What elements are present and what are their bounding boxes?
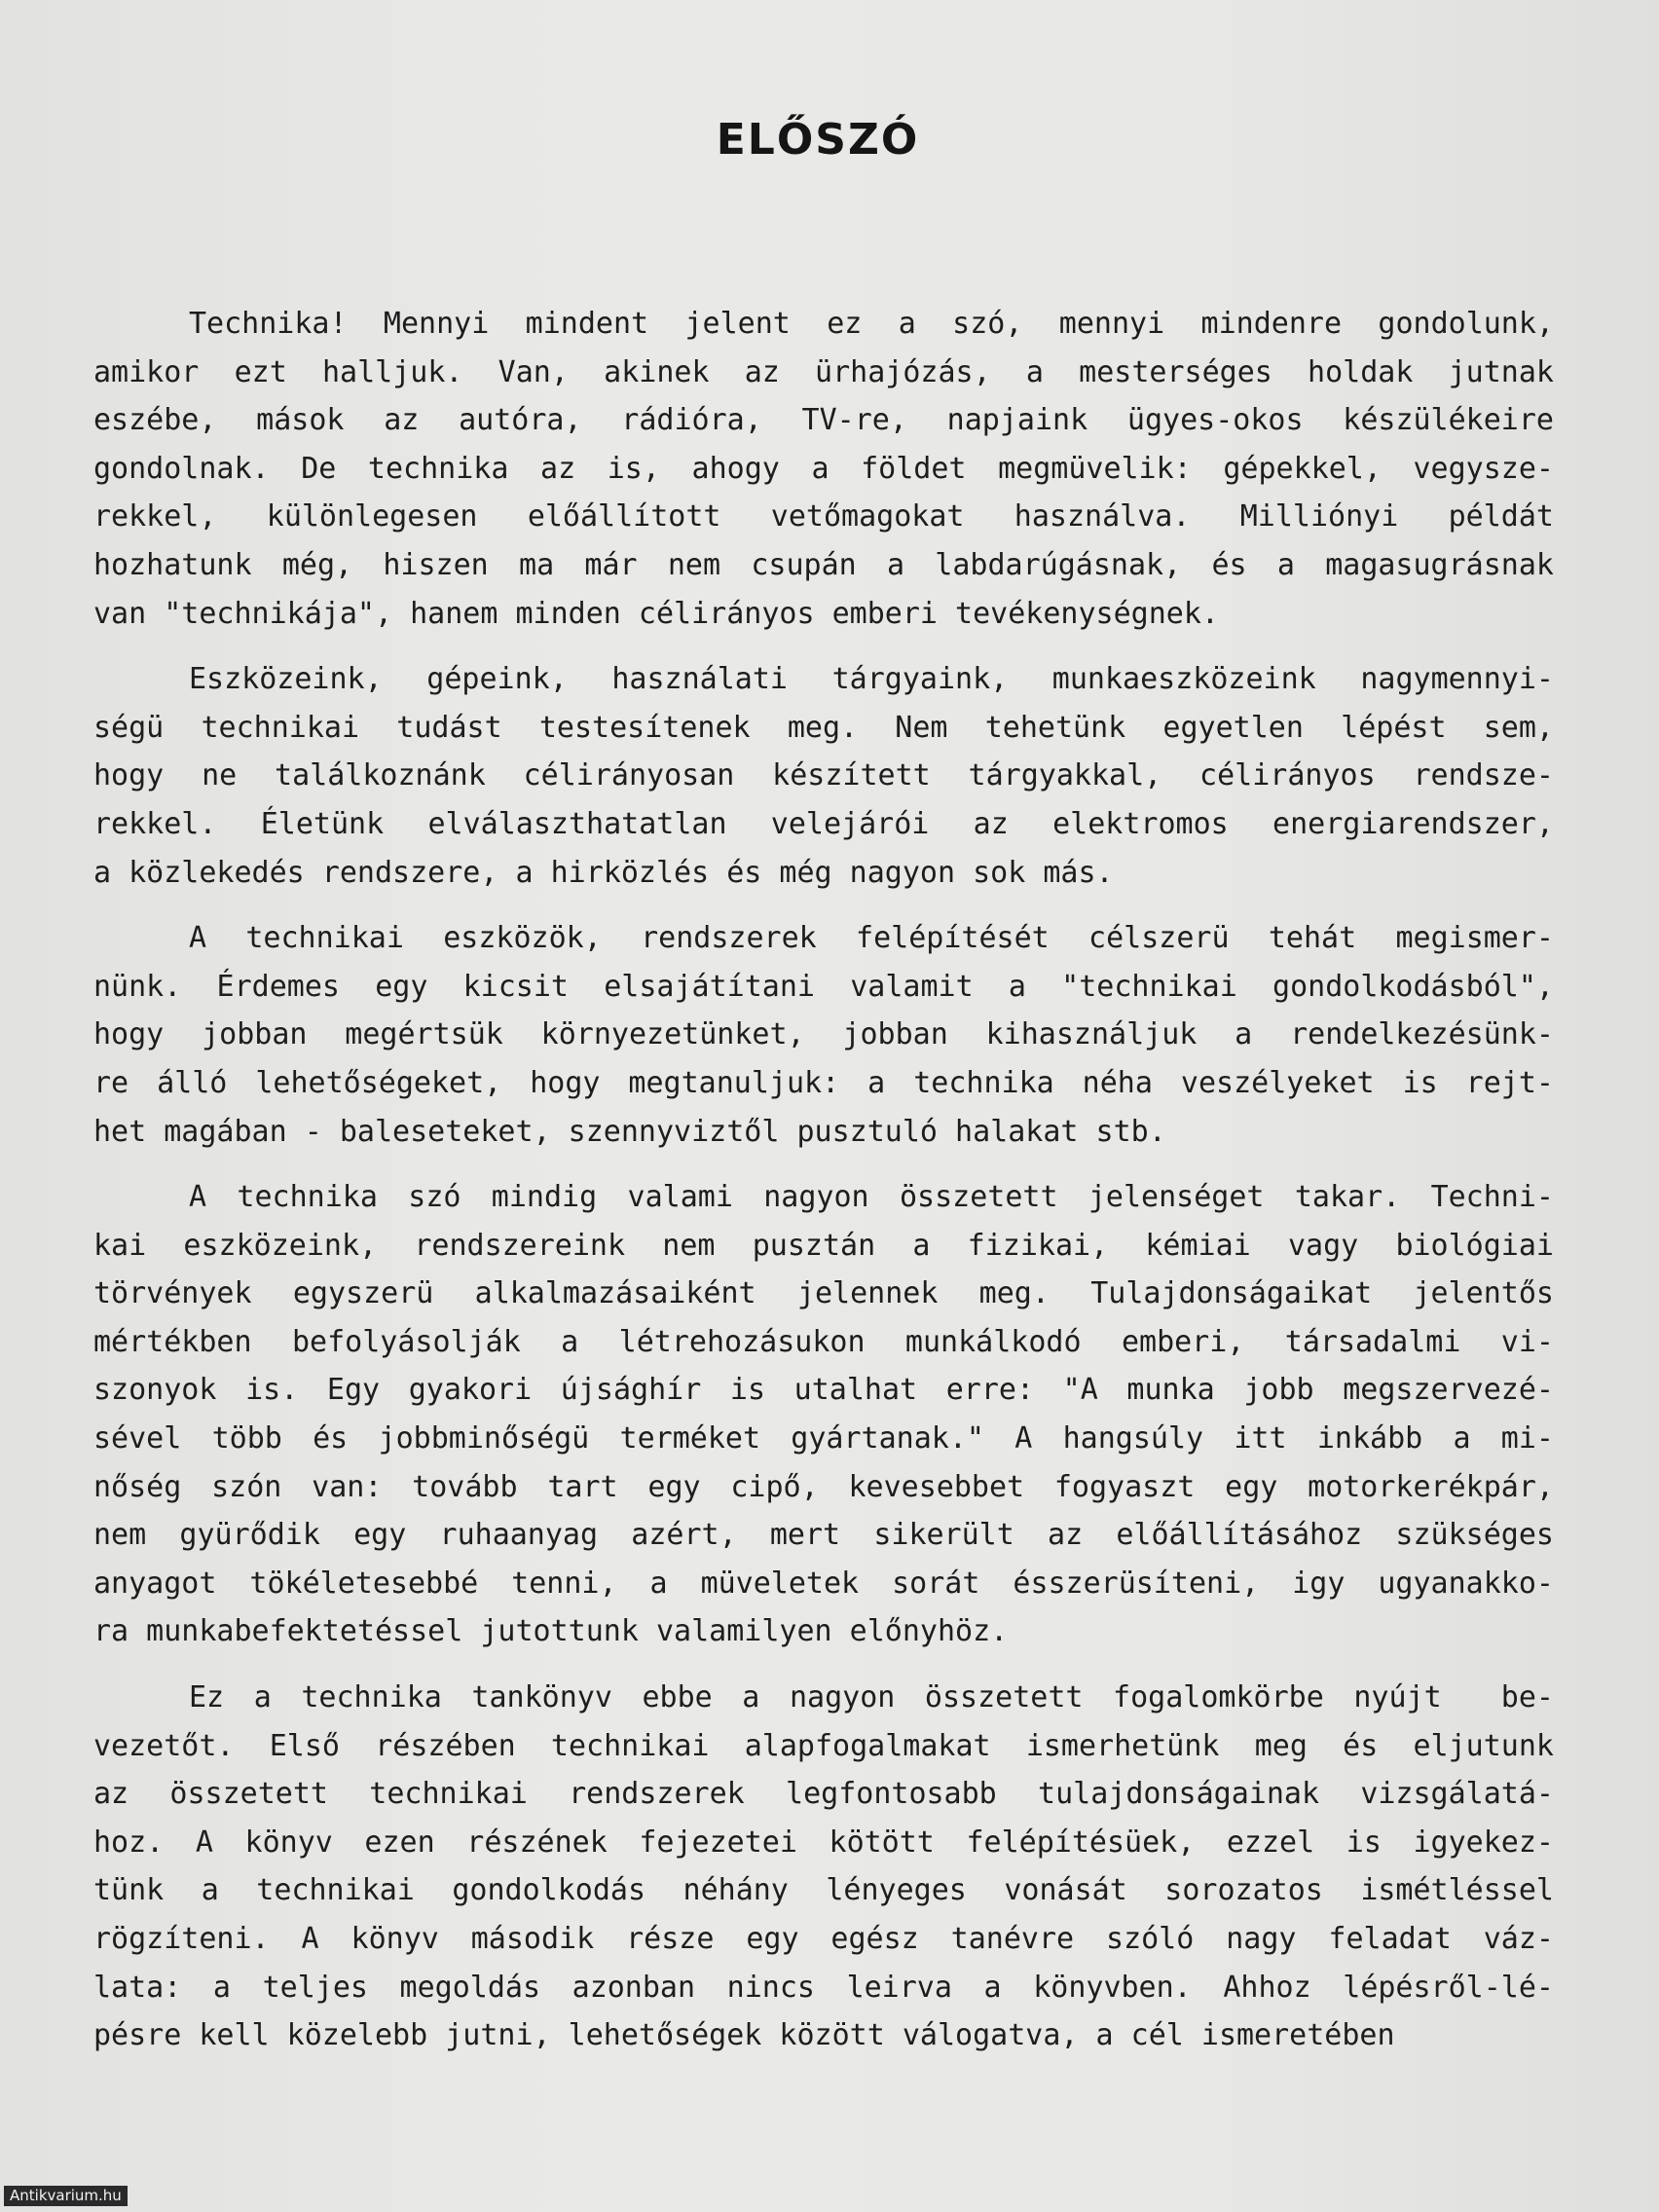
paragraph bbox=[93, 1173, 1554, 1656]
text-line: nem gyürődik egy ruhaanyag azért, mert sikerült az előállításához szükséges bbox=[93, 1518, 1554, 1553]
text-line: amikor ezt halljuk. Van, akinek az ürhajózás, a mesterséges holdak jutnak bbox=[93, 354, 1554, 389]
text-line: pésre kell közelebb jutni, lehetőségek között válogatva, a cél ismeretében bbox=[93, 2018, 1395, 2053]
text-line: rögzíteni. A könyv második része egy egész tanévre szóló nagy feladat váz- bbox=[93, 1922, 1554, 1956]
text-line: A technikai eszközök, rendszerek felépítését célszerü tehát megismer- bbox=[189, 921, 1554, 956]
text-line: anyagot tökéletesebbé tenni, a müveletek sorát ésszerüsíteni, igy ugyanakko- bbox=[93, 1566, 1554, 1601]
text-line: mértékben befolyásolják a létrehozásukon munkálkodó emberi, társadalmi vi- bbox=[93, 1324, 1554, 1359]
text-line: gondolnak. De technika az is, ahogy a földet megmüvelik: gépekkel, vegysze- bbox=[93, 451, 1554, 486]
text-line: ségü technikai tudást testesítenek meg. Nem tehetünk egyetlen lépést sem, bbox=[93, 710, 1554, 745]
text-line: re álló lehetőségeket, hogy megtanuljuk: a technika néha veszélyeket is rejt- bbox=[93, 1065, 1554, 1100]
page-title: ELŐSZÓ bbox=[716, 115, 920, 165]
text-line: A technika szó mindig valami nagyon összetett jelenséget takar. Techni- bbox=[189, 1180, 1554, 1215]
text-line: törvények egyszerü alkalmazásaiként jelennek meg. Tulajdonságaikat jelentős bbox=[93, 1276, 1554, 1311]
text-line: hoz. A könyv ezen részének fejezetei kötött felépítésüek, ezzel is igyekez- bbox=[93, 1825, 1554, 1860]
preface-body bbox=[93, 300, 1554, 2078]
text-line: hogy jobban megértsük környezetünket, jobban kihasználjuk a rendelkezésünk- bbox=[93, 1017, 1554, 1052]
text-line: rekkel. Életünk elválaszthatatlan velejárói az elektromos energiarendszer, bbox=[93, 806, 1554, 841]
text-line: a közlekedés rendszere, a hirközlés és még nagyon sok más. bbox=[93, 855, 1114, 890]
text-line: ra munkabefektetéssel jutottunk valamilyen előnyhöz. bbox=[93, 1614, 1009, 1649]
site-watermark: Antikvarium.hu bbox=[4, 2186, 128, 2206]
text-line: vezetőt. Első részében technikai alapfogalmakat ismerhetünk meg és eljutunk bbox=[93, 1728, 1554, 1763]
text-line: eszébe, mások az autóra, rádióra, TV-re, napjaink ügyes-okos készülékeire bbox=[93, 403, 1554, 438]
paragraph bbox=[93, 655, 1554, 897]
text-line: Eszközeink, gépeink, használati tárgyaink, munkaeszközeink nagymennyi- bbox=[189, 662, 1554, 697]
text-line: het magában - baleseteket, szennyviztől pusztuló halakat stb. bbox=[93, 1114, 1166, 1149]
paragraph bbox=[93, 1674, 1554, 2060]
text-line: szonyok is. Egy gyakori újsághír is utalhat erre: "A munka jobb megszervezé- bbox=[93, 1373, 1554, 1408]
text-line: Ez a technika tankönyv ebbe a nagyon összetett fogalomkörbe nyújt be- bbox=[189, 1680, 1554, 1715]
text-line: hogy ne találkoznánk célirányosan készített tárgyakkal, célirányos rendsze- bbox=[93, 758, 1554, 793]
text-line: az összetett technikai rendszerek legfontosabb tulajdonságainak vizsgálatá- bbox=[93, 1777, 1554, 1812]
text-line: lata: a teljes megoldás azonban nincs leirva a könyvben. Ahhoz lépésről-lé- bbox=[93, 1970, 1554, 2005]
text-line: van "technikája", hanem minden célirányos emberi tevékenységnek. bbox=[93, 596, 1219, 631]
text-line: rekkel, különlegesen előállított vetőmagokat használva. Milliónyi példát bbox=[93, 499, 1554, 535]
text-line: kai eszközeink, rendszereink nem pusztán a fizikai, kémiai vagy biológiai bbox=[93, 1228, 1554, 1263]
text-line: nünk. Érdemes egy kicsit elsajátítani valamit a "technikai gondolkodásból", bbox=[93, 969, 1554, 1004]
text-line: Technika! Mennyi mindent jelent ez a szó, mennyi mindenre gondolunk, bbox=[189, 307, 1554, 341]
paragraph bbox=[93, 300, 1554, 638]
paragraph bbox=[93, 914, 1554, 1156]
text-line: sével több és jobbminőségü terméket gyártanak." A hangsúly itt inkább a mi- bbox=[93, 1421, 1554, 1456]
text-line: hozhatunk még, hiszen ma már nem csupán a labdarúgásnak, és a magasugrásnak bbox=[93, 547, 1554, 582]
text-line: nőség szón van: tovább tart egy cipő, kevesebbet fogyaszt egy motorkerékpár, bbox=[93, 1469, 1554, 1504]
text-line: tünk a technikai gondolkodás néhány lényeges vonását sorozatos ismétléssel bbox=[93, 1873, 1554, 1908]
